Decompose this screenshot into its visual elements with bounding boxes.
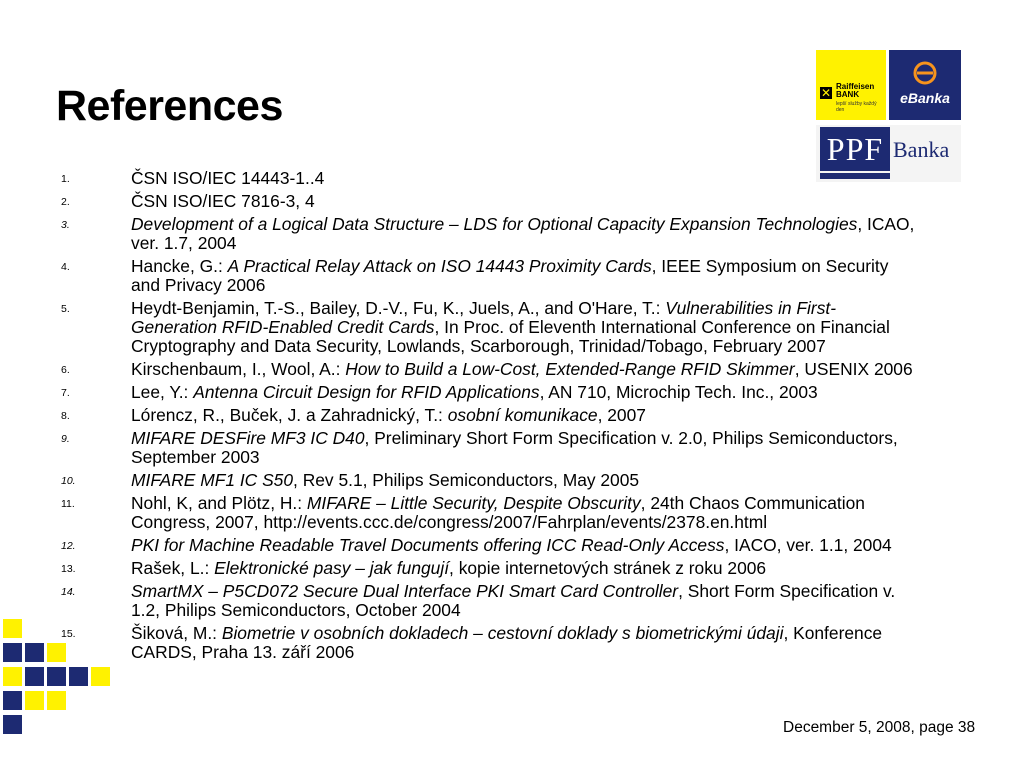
reference-number: 5. [61,303,70,315]
deco-square [69,667,88,686]
reference-text: , kopie internetových stránek z roku 2006 [449,558,767,578]
reference-title: MIFARE MF1 IC S50 [131,470,294,490]
deco-square [3,643,22,662]
reference-title: Antenna Circuit Design for RFID Applications [193,382,540,402]
reference-item [0,360,920,379]
reference-item [0,192,920,211]
reference-title: Development of a Logical Data Structure – LDS for Optional Capacity Expansion Technologies [131,214,858,234]
deco-square [3,619,22,638]
reference-item [0,299,920,356]
reference-title: PKI for Machine Readable Travel Documents offering ICC Read-Only Access [131,535,725,555]
reference-number: 9. [61,433,70,445]
reference-item [0,536,920,555]
reference-text: , IACO, ver. 1.1, 2004 [724,535,892,555]
ppf-wordmark: PPF [820,127,890,171]
ebanka-logo [889,50,961,120]
reference-text: Lórencz, R., Buček, J. a Zahradnický, T.: [131,405,448,425]
reference-number: 4. [61,261,70,273]
reference-text: ČSN ISO/IEC 7816-3, 4 [131,191,315,211]
reference-text: , IEEE Symposium on Security and Privacy 2006 [131,256,889,295]
reference-text: ČSN ISO/IEC 14443-1..4 [131,168,325,188]
reference-text: Heydt-Benjamin, T.-S., Bailey, D.-V., Fu, K., Juels, A., and O'Hare, T.: [131,298,666,318]
reference-text: , Preliminary Short Form Specification v. 2.0, Philips Semiconductors, September 2003 [131,428,898,467]
reference-text: Rašek, L.: [131,558,215,578]
reference-number: 11. [61,498,75,510]
deco-square [25,691,44,710]
deco-square [25,667,44,686]
reference-text: , USENIX 2006 [794,359,913,379]
reference-item [0,494,920,532]
ebanka-text: eBanka [900,90,950,106]
reference-title: MIFARE – Little Security, Despite Obscurity [306,493,641,513]
raiffeisen-name: Raiffeisen BANK [836,82,875,99]
reference-number: 2. [61,196,70,208]
reference-number: 6. [61,364,70,376]
reference-text: , Short Form Specification v. 1.2, Philips Semiconductors, October 2004 [131,581,896,620]
reference-title: A Practical Relay Attack on ISO 14443 Proximity Cards [227,256,652,276]
deco-square [3,691,22,710]
reference-title: SmartMX – P5CD072 Secure Dual Interface PKI Smart Card Controller [131,581,679,601]
reference-number: 15. [61,628,76,640]
reference-text: , 2007 [597,405,646,425]
reference-item [0,257,920,295]
reference-text: , Rev 5.1, Philips Semiconductors, May 2005 [293,470,640,490]
reference-number: 8. [61,410,70,422]
reference-item [0,169,920,188]
reference-item [0,582,920,620]
reference-number: 12. [61,540,76,552]
reference-number: 13. [61,563,76,575]
reference-number: 3. [61,219,70,231]
reference-item [0,406,920,425]
reference-item [0,624,920,662]
reference-item [0,471,920,490]
reference-item [0,383,920,402]
reference-text: Lee, Y.: [131,382,194,402]
reference-text: , Konference CARDS, Praha 13. září 2006 [131,623,883,662]
reference-item [0,559,920,578]
reference-text: Hancke, G.: [131,256,228,276]
reference-title: Biometrie v osobních dokladech – cestovní doklady s biometrickými údaji [221,623,784,643]
reference-text: , ICAO, ver. 1.7, 2004 [131,214,915,253]
partner-logos [816,50,961,182]
reference-text: Šiková, M.: [131,623,222,643]
deco-square [3,667,22,686]
reference-title: Vulnerabilities in First-Generation RFID-Enabled Credit Cards [131,298,837,337]
reference-text: , 24th Chaos Communication Congress, 2007, http://events.ccc.de/congress/2007/Fahrplan/events/2378.en.html [131,493,865,532]
reference-number: 10. [61,475,76,487]
raiffeisen-bank-logo [816,50,886,120]
deco-square [47,643,66,662]
reference-item [0,215,920,253]
raiffeisen-tagline: lepší služby každý den [836,101,877,113]
deco-square [91,667,110,686]
ppf-banka-text: Banka [893,137,950,162]
reference-number: 1. [61,173,70,185]
reference-text: Kirschenbaum, I., Wool, A.: [131,359,346,379]
deco-square [47,691,66,710]
reference-text: , In Proc. of Eleventh International Conference on Financial Cryptography and Data Security, Lowlands, Scarborough, Trinidad/Tobago, February 2007 [131,317,890,356]
reference-title: How to Build a Low-Cost, Extended-Range RFID Skimmer [345,359,795,379]
page-title: References [56,82,283,130]
deco-square [47,667,66,686]
reference-text: Nohl, K, and Plötz, H.: [131,493,307,513]
deco-square [25,643,44,662]
deco-square [3,715,22,734]
reference-title: MIFARE DESFire MF3 IC D40 [131,428,365,448]
ebanka-emblem-icon [912,60,938,86]
reference-number: 14. [61,586,76,598]
slide-footer: December 5, 2008, page 38 [783,719,976,736]
reference-title: Elektronické pasy – jak fungují [214,558,450,578]
raiffeisen-cross-icon: ✕ [820,86,832,100]
reference-title: osobní komunikace [447,405,598,425]
reference-item [0,429,920,467]
reference-text: , AN 710, Microchip Tech. Inc., 2003 [539,382,818,402]
reference-list [0,169,920,666]
reference-number: 7. [61,387,70,399]
